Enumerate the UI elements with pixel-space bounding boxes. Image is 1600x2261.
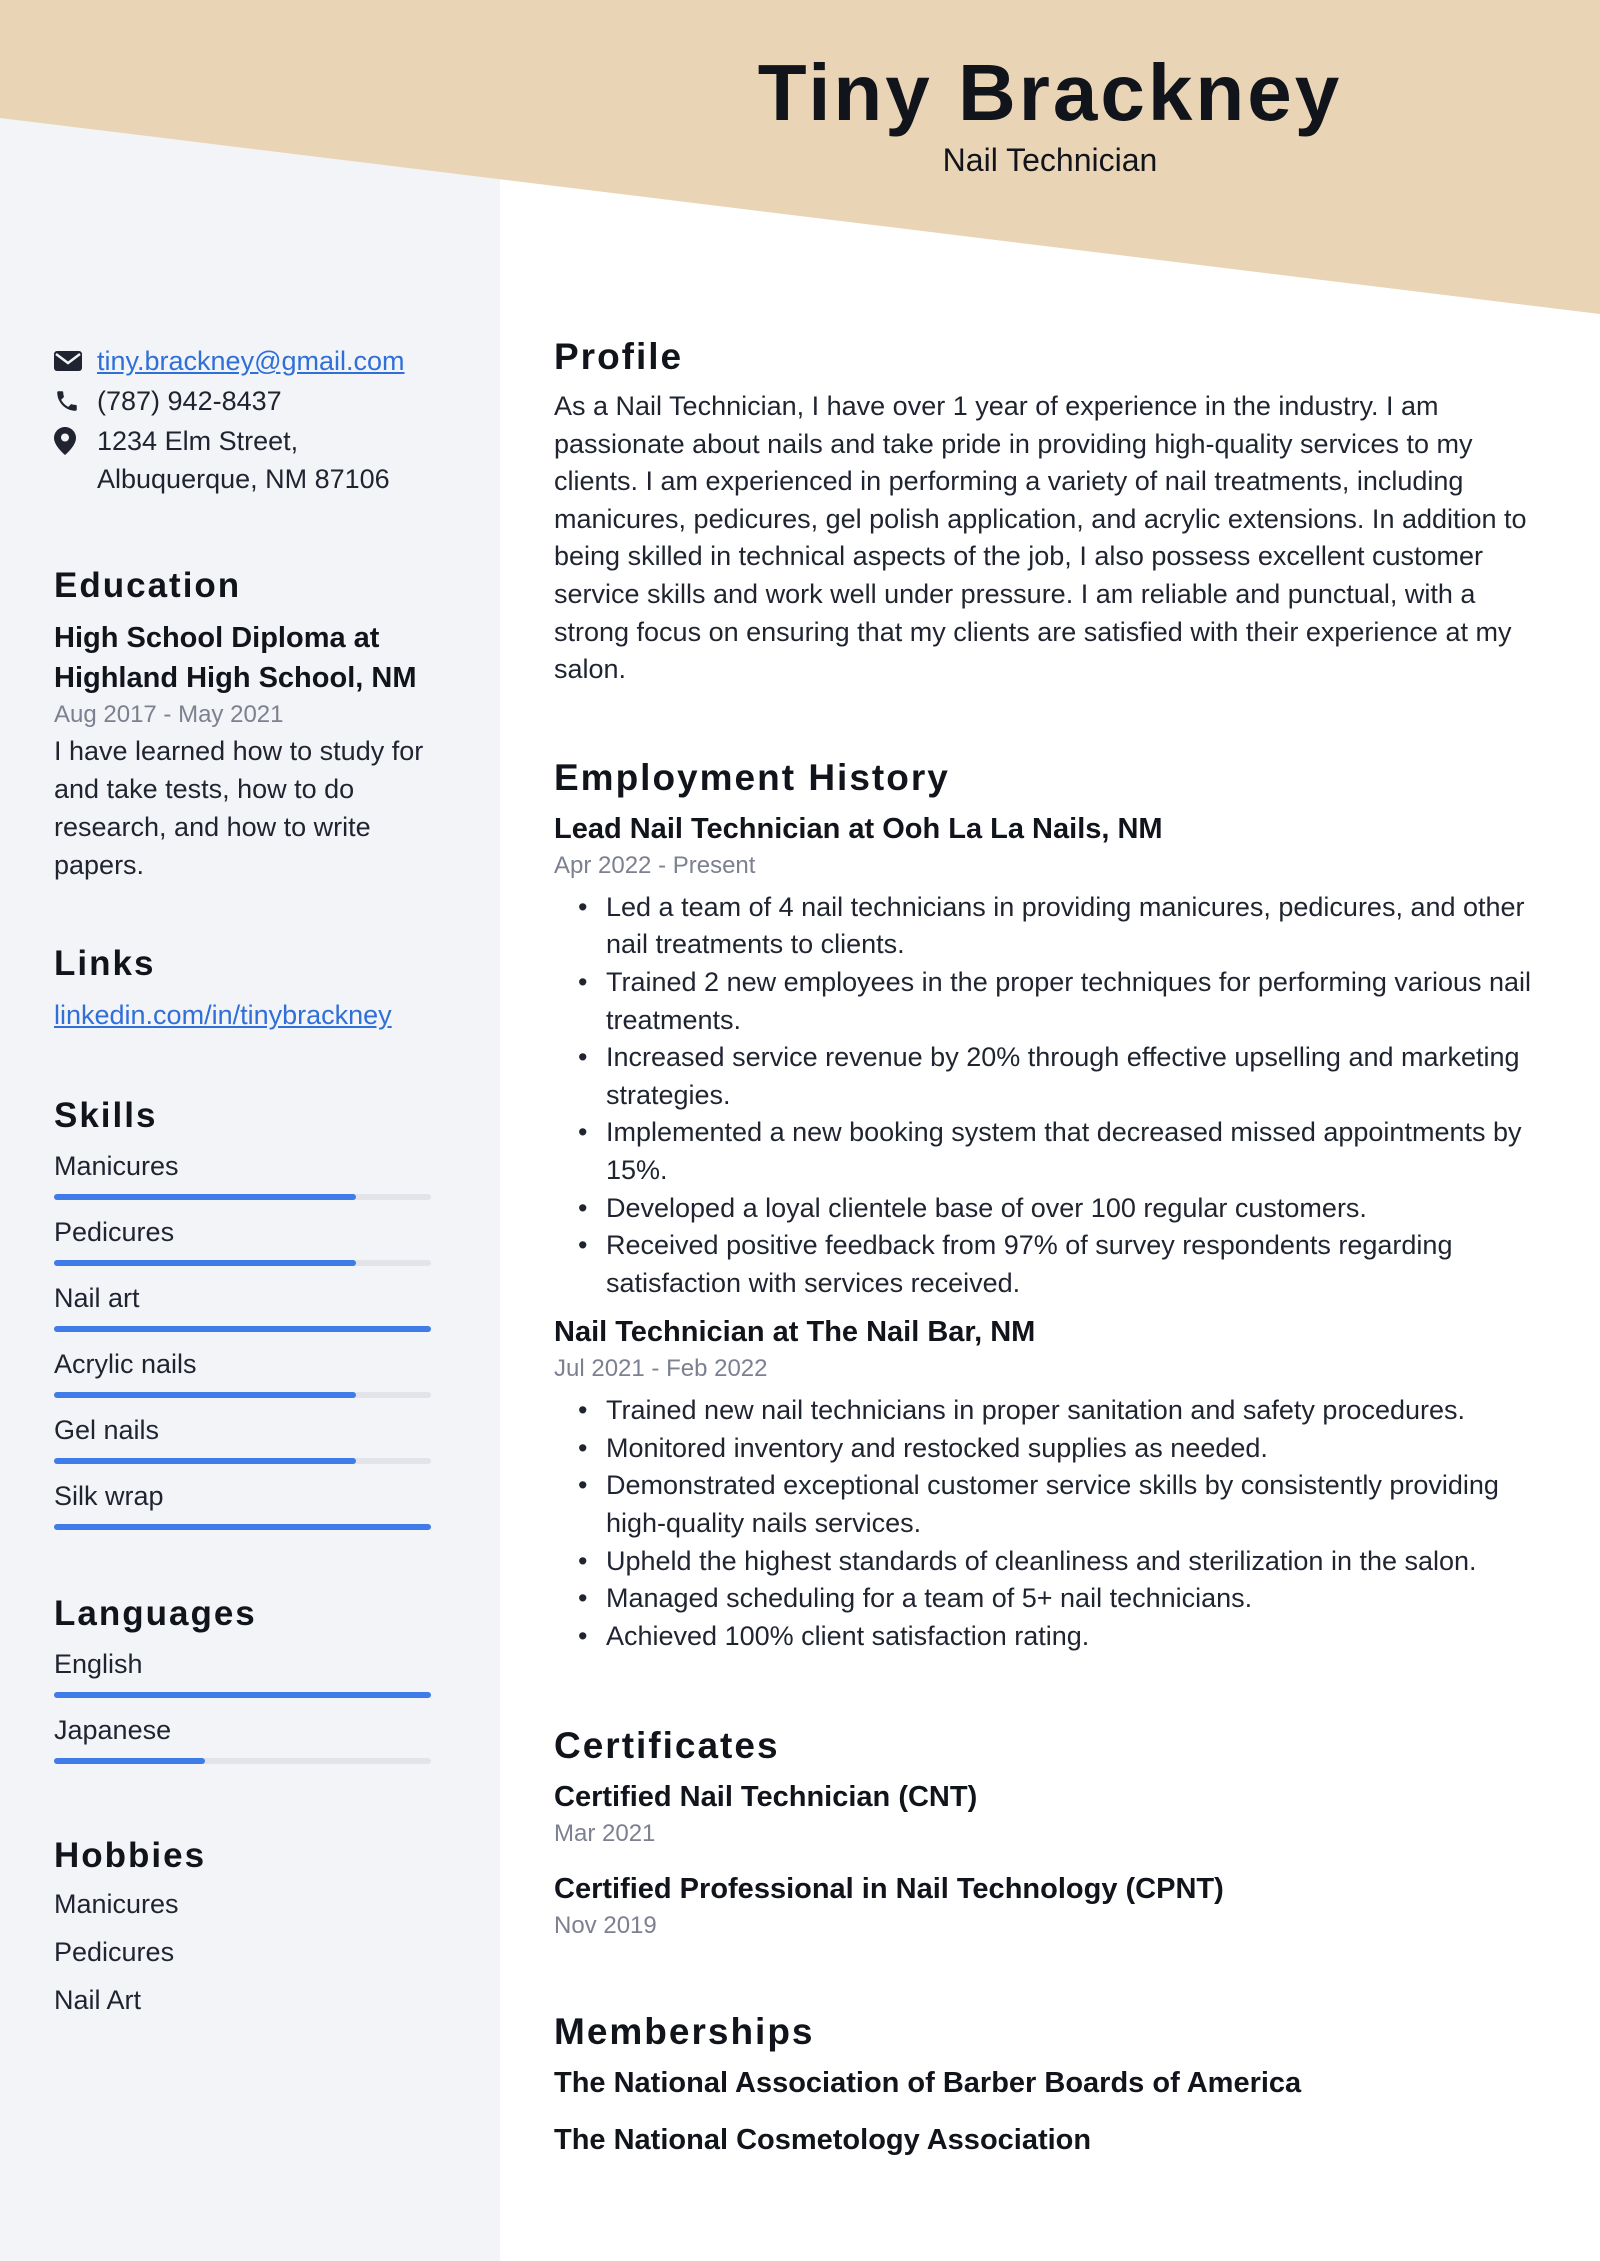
job-bullet: • Upheld the highest standards of cleanliness and sterilization in the salon. — [554, 1543, 1544, 1581]
skills-section — [54, 1096, 434, 1530]
job-bullet: • Managed scheduling for a team of 5+ nail technicians. — [554, 1580, 1544, 1618]
job-bullet: • Trained new nail technicians in proper sanitation and safety procedures. — [554, 1392, 1544, 1430]
education-dates: Aug 2017 - May 2021 — [54, 701, 284, 728]
skill-item — [54, 1646, 434, 1698]
sidebar — [54, 342, 434, 2024]
languages-section — [54, 1594, 434, 1764]
hobby-item: Pedicures — [54, 1937, 175, 1967]
job-title: Lead Nail Technician at Ooh La La Nails, NM — [554, 812, 1163, 845]
skill-name: Manicures — [54, 1151, 179, 1181]
languages-list — [54, 1646, 434, 1764]
job-dates: Apr 2022 - Present — [554, 851, 756, 879]
envelope-icon — [54, 342, 84, 380]
contact-address — [54, 422, 434, 498]
location-pin-icon — [54, 422, 84, 460]
candidate-name: Tiny Brackney — [757, 48, 1343, 137]
skills-heading: Skills — [54, 1096, 158, 1135]
memberships-heading: Memberships — [554, 2011, 815, 2053]
skill-item — [54, 1712, 434, 1764]
education-description: I have learned how to study for and take tests, how to do research, and how to write papers. — [54, 736, 424, 880]
employment-heading: Employment History — [554, 756, 950, 798]
email-link[interactable]: tiny.brackney@gmail.com — [97, 346, 405, 376]
candidate-title: Nail Technician — [942, 142, 1158, 178]
level-bar-fill — [54, 1758, 205, 1764]
employment-section — [554, 757, 1544, 1656]
linkedin-link[interactable]: linkedin.com/in/tinybrackney — [54, 1000, 392, 1030]
job-bullet: • Achieved 100% client satisfaction rating. — [554, 1618, 1544, 1656]
job-bullet: • Increased service revenue by 20% through effective upselling and marketing strategies. — [554, 1039, 1544, 1114]
memberships-section — [554, 2011, 1544, 2160]
job-bullet: • Led a team of 4 nail technicians in providing manicures, pedicures, and other nail treatments to clients. — [554, 889, 1544, 964]
profile-text: As a Nail Technician, I have over 1 year of experience in the industry. I am passionate about nails and take pride in providing high-quality services to my clients. I am experienced in performing a variety of nail treatments, including manicures, pedicures, gel polish application, and acrylic extensions. In addition to being skilled in technical aspects of the job, I also possess excellent customer service skills and work well under pressure. I am reliable and punctual, with a strong focus on ensuring that my clients are satisfied with their experience at my salon. — [554, 391, 1527, 685]
certificates-section — [554, 1725, 1544, 1943]
skill-item — [54, 1346, 434, 1398]
languages-heading: Languages — [54, 1594, 257, 1633]
contact-phone — [54, 382, 434, 420]
skills-list — [54, 1148, 434, 1530]
skill-name: Gel nails — [54, 1415, 160, 1445]
skill-item — [54, 1478, 434, 1530]
skill-name: Pedicures — [54, 1217, 175, 1247]
skill-item — [54, 1214, 434, 1266]
level-bar-track — [54, 1458, 431, 1464]
level-bar-track — [54, 1758, 431, 1764]
job-title: Nail Technician at The Nail Bar, NM — [554, 1316, 1036, 1349]
membership-item: The National Association of Barber Boards of America — [554, 2067, 1302, 2100]
skill-name: Japanese — [54, 1715, 172, 1745]
skill-name: English — [54, 1649, 143, 1679]
job-bullet: • Monitored inventory and restocked supplies as needed. — [554, 1430, 1544, 1468]
job-bullets — [554, 889, 1544, 1303]
profile-section — [554, 336, 1544, 689]
phone-icon — [54, 382, 84, 420]
job-bullet: • Received positive feedback from 97% of survey respondents regarding satisfaction with services received. — [554, 1227, 1544, 1302]
job-bullet: • Developed a loyal clientele base of over 100 regular customers. — [554, 1190, 1544, 1228]
level-bar-fill — [54, 1524, 431, 1530]
education-section — [54, 566, 434, 884]
job-bullets — [554, 1392, 1544, 1655]
contact-email — [54, 342, 434, 380]
level-bar-fill — [54, 1692, 431, 1698]
education-heading: Education — [54, 566, 242, 605]
job-entry — [554, 1312, 1544, 1655]
certificate-date: Nov 2019 — [554, 1912, 657, 1940]
header — [500, 48, 1600, 179]
skill-item — [54, 1280, 434, 1332]
hobby-item: Nail Art — [54, 1985, 142, 2015]
level-bar-track — [54, 1692, 431, 1698]
level-bar-track — [54, 1392, 431, 1398]
address-text: 1234 Elm Street, Albuquerque, NM 87106 — [97, 426, 390, 494]
main-content — [554, 336, 1544, 2228]
contact-info — [54, 342, 434, 498]
certificate-title: Certified Professional in Nail Technology (CPNT) — [554, 1873, 1224, 1906]
skill-item — [54, 1412, 434, 1464]
job-bullet: • Trained 2 new employees in the proper techniques for performing various nail treatments. — [554, 964, 1544, 1039]
certificate-item — [554, 1869, 1544, 1943]
level-bar-fill — [54, 1326, 431, 1332]
job-entry — [554, 809, 1544, 1303]
phone-number: (787) 942-8437 — [97, 386, 282, 416]
level-bar-fill — [54, 1392, 356, 1398]
hobby-item: Manicures — [54, 1889, 179, 1919]
job-bullet: • Implemented a new booking system that decreased missed appointments by 15%. — [554, 1114, 1544, 1189]
hobbies-section — [54, 1836, 434, 2024]
level-bar-track — [54, 1260, 431, 1266]
skill-name: Nail art — [54, 1283, 140, 1313]
level-bar-track — [54, 1524, 431, 1530]
education-degree: High School Diploma at Highland High School, NM — [54, 622, 417, 694]
certificates-heading: Certificates — [554, 1725, 780, 1767]
job-bullet: • Demonstrated exceptional customer service skills by consistently providing high-quality nails services. — [554, 1467, 1544, 1542]
level-bar-track — [54, 1194, 431, 1200]
profile-heading: Profile — [554, 336, 684, 377]
links-section — [54, 944, 434, 1034]
level-bar-track — [54, 1326, 431, 1332]
membership-item: The National Cosmetology Association — [554, 2124, 1092, 2157]
links-heading: Links — [54, 944, 156, 983]
skill-item — [54, 1148, 434, 1200]
level-bar-fill — [54, 1260, 356, 1266]
level-bar-fill — [54, 1194, 356, 1200]
certificate-title: Certified Nail Technician (CNT) — [554, 1781, 978, 1814]
skill-name: Acrylic nails — [54, 1349, 197, 1379]
certificate-date: Mar 2021 — [554, 1820, 656, 1848]
certificate-item — [554, 1777, 1544, 1851]
level-bar-fill — [54, 1458, 356, 1464]
hobbies-heading: Hobbies — [54, 1836, 207, 1875]
skill-name: Silk wrap — [54, 1481, 164, 1511]
job-dates: Jul 2021 - Feb 2022 — [554, 1355, 768, 1383]
